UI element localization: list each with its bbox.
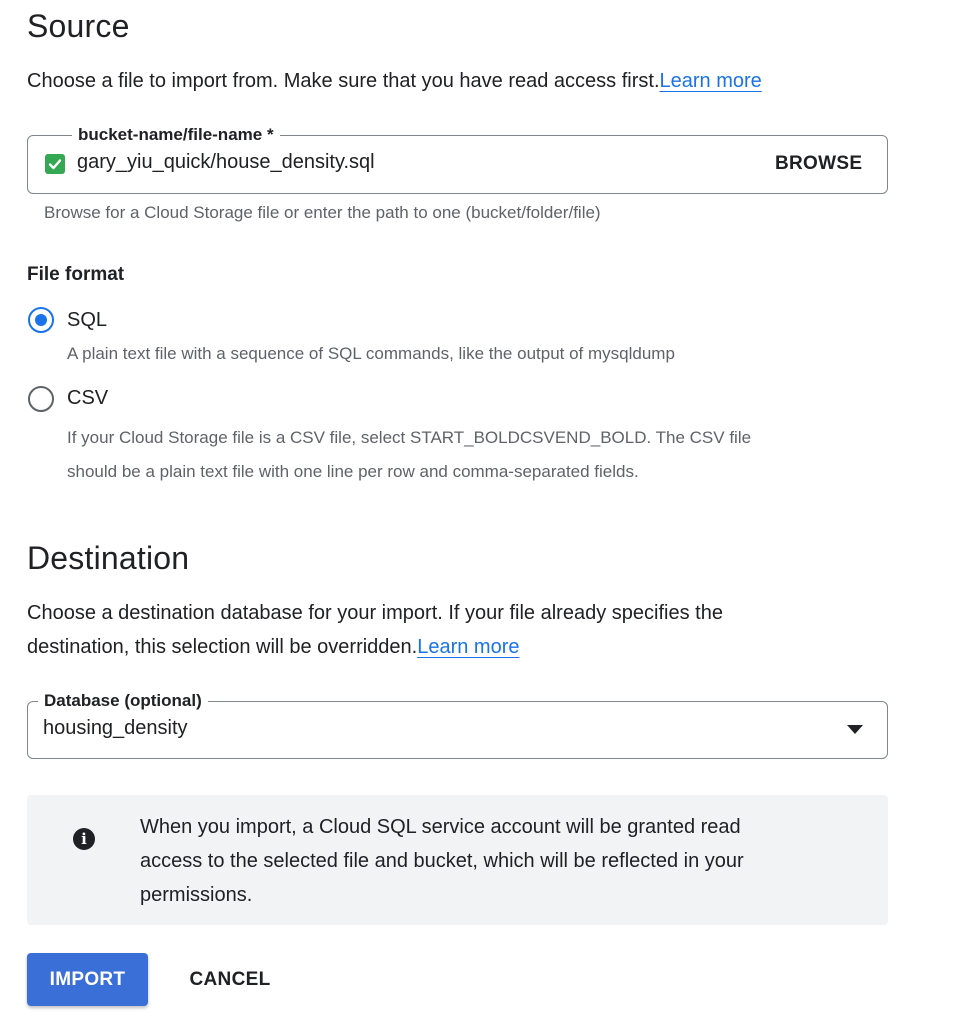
dropdown-arrow-icon[interactable] xyxy=(847,725,863,735)
info-text xyxy=(140,810,840,912)
file-path-field[interactable] xyxy=(27,125,888,194)
database-select-value[interactable]: housing_density xyxy=(43,717,188,739)
radio-sql[interactable] xyxy=(28,307,54,333)
destination-description-line2-wrap xyxy=(27,630,723,664)
source-learn-more-link[interactable]: Learn more xyxy=(659,70,762,92)
file-path-helper: Browse for a Cloud Storage file or enter the path to one (bucket/folder/file) xyxy=(44,203,601,222)
info-text-line1: When you import, a Cloud SQL service account will be granted read xyxy=(140,816,741,838)
radio-csv-description xyxy=(67,421,751,489)
radio-csv-description-line2: should be a plain text file with one line per row and comma-separated fields. xyxy=(67,462,639,481)
source-description xyxy=(27,64,762,98)
database-select[interactable] xyxy=(27,691,888,759)
source-heading: Source xyxy=(27,8,130,44)
cancel-button[interactable]: CANCEL xyxy=(189,969,271,990)
check-icon xyxy=(47,156,63,172)
file-path-field-legend: bucket-name/file-name * xyxy=(72,124,280,146)
file-path-value[interactable]: gary_yiu_quick/house_density.sql xyxy=(77,151,375,173)
destination-description xyxy=(27,596,723,664)
destination-heading: Destination xyxy=(27,540,190,576)
file-format-label: File format xyxy=(27,264,125,285)
destination-description-line1: Choose a destination database for your import. If your file already specifies the xyxy=(27,602,723,624)
radio-csv-label[interactable]: CSV xyxy=(67,387,109,409)
file-valid-checkbox[interactable] xyxy=(45,154,65,174)
radio-csv-description-line1: If your Cloud Storage file is a CSV file, select START_BOLDCSVEND_BOLD. The CSV file xyxy=(67,428,752,447)
database-select-legend: Database (optional) xyxy=(38,690,208,712)
destination-learn-more-link[interactable]: Learn more xyxy=(417,636,520,658)
import-button[interactable]: IMPORT xyxy=(27,953,148,1006)
radio-sql-label[interactable]: SQL xyxy=(67,309,108,331)
info-text-line3: permissions. xyxy=(140,884,253,906)
destination-description-line2: destination, this selection will be overridden. xyxy=(27,636,418,658)
radio-csv[interactable] xyxy=(28,386,54,412)
info-icon: i xyxy=(73,828,95,850)
source-description-text: Choose a file to import from. Make sure that you have read access first. xyxy=(27,70,660,92)
radio-sql-description: A plain text file with a sequence of SQL commands, like the output of mysqldump xyxy=(67,344,675,363)
browse-button[interactable]: BROWSE xyxy=(775,153,863,174)
info-text-line2: access to the selected file and bucket, which will be reflected in your xyxy=(140,850,744,872)
